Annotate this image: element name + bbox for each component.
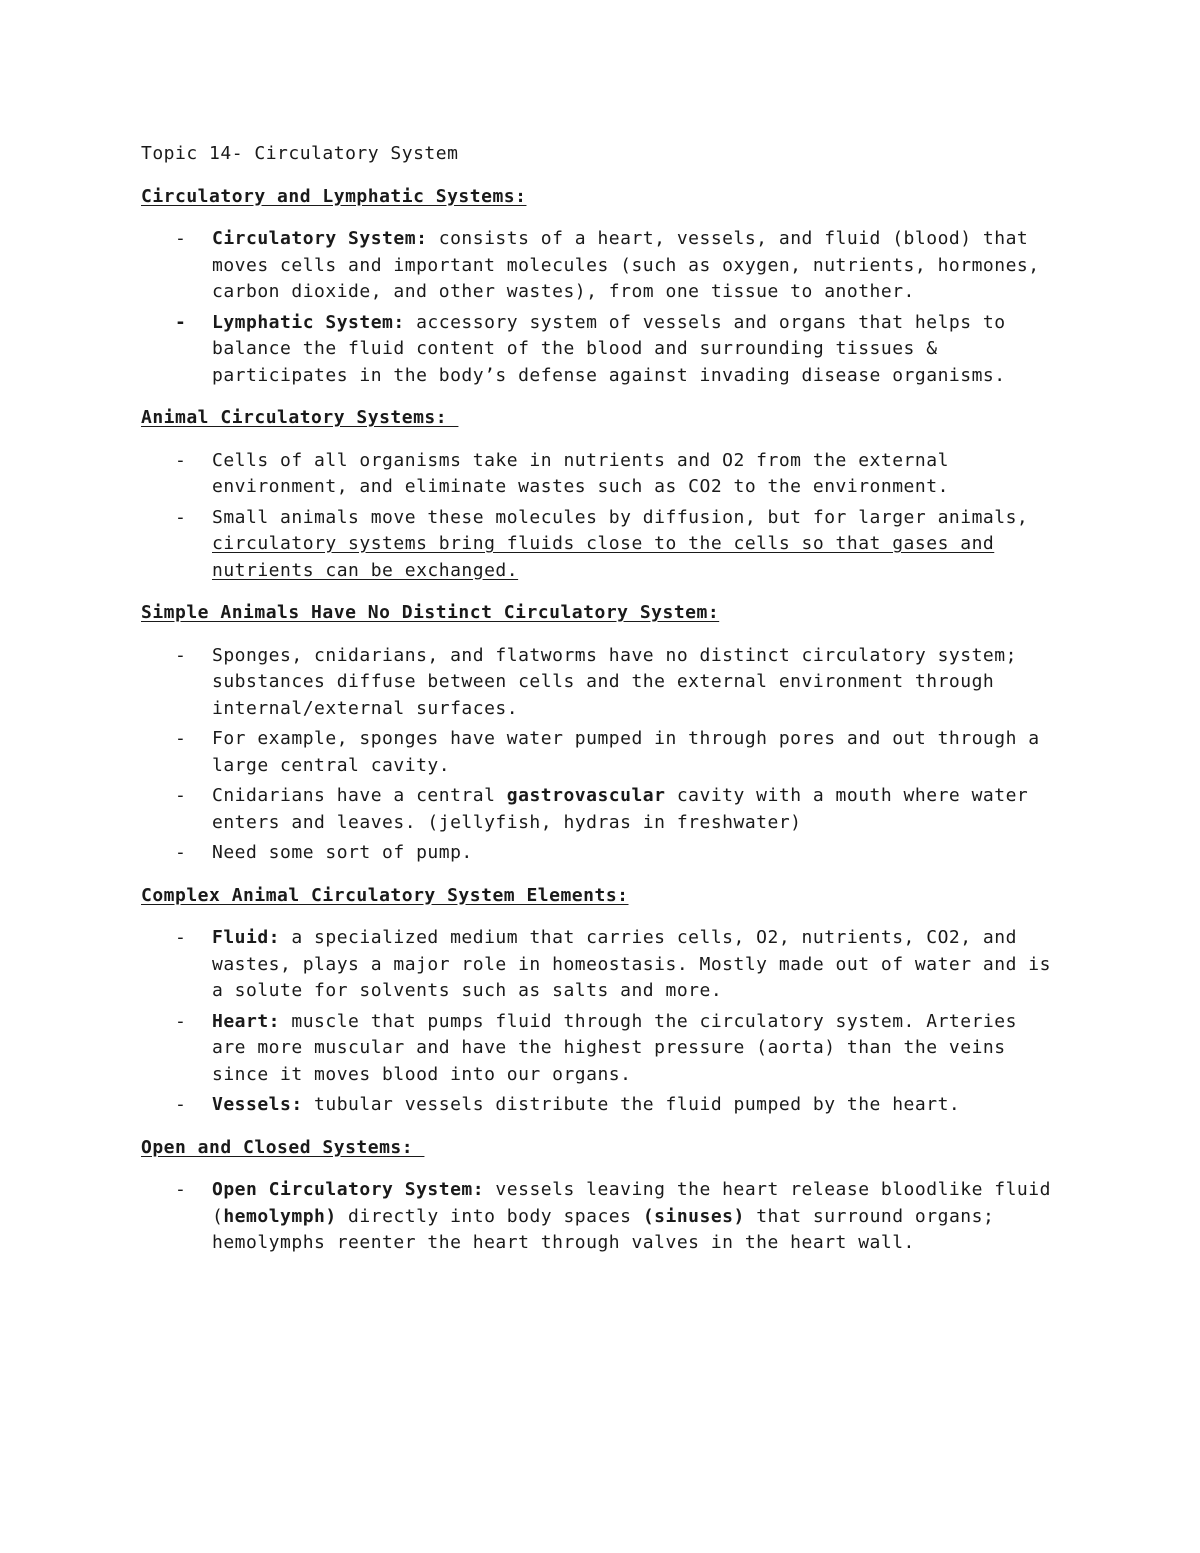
item-text: For example, sponges have water pumped in through pores and out through a large central cavity. [212,728,1040,776]
list-item [141,925,1061,1005]
bullet-dash: - [175,785,187,806]
bullet-list [141,226,1061,389]
bold-term: (sinuses) [642,1205,745,1227]
term: Open Circulatory System: [212,1179,485,1200]
bullet-list [141,643,1061,867]
item-text: Cnidarians have a central [212,785,507,806]
section-heading: Circulatory and Lymphatic Systems: [141,185,527,207]
item-text: accessory system of vessels and organs that helps to balance the fluid content of the blood and surrounding tissues & participates in the body’s defense against invading disease organisms. [212,311,1006,386]
item-text: consists of a heart, vessels, and fluid (blood) that moves cells and important molecules (such as oxygen, nutrients, hormones, carbon dioxide, and other wastes), from one tissue to another. [212,228,1040,302]
bullet-dash: - [175,842,187,863]
list-item [141,310,1061,390]
bullet-list [141,1177,1061,1257]
bullet-dash: - [175,311,187,333]
item-text: directly into body spaces [336,1205,643,1227]
bullet-dash: - [175,728,187,749]
list-item [141,726,1061,779]
item-text: Sponges, cnidarians, and flatworms have no distinct circulatory system; substances diffuse between cells and the external environment through internal/external surfaces. [212,644,1017,719]
item-text: Cells of all organisms take in nutrients and O2 from the external environment, and eliminate wastes such as CO2 to the environment. [212,449,949,497]
item-text: cavity with a mouth where water enters and leaves. (jellyfish, hydras in freshwater) [212,785,1029,833]
document-body [141,141,1061,1273]
bullet-dash: - [175,1094,187,1115]
bold-term: gastrovascular [506,785,666,806]
section-heading: Complex Animal Circulatory System Elements: [141,884,629,906]
underlined-text: circulatory systems bring fluids close to the cells so that gases and nutrients can be exchanged. [212,533,995,581]
bullet-dash: - [175,506,187,528]
term: Lymphatic System: [212,311,405,333]
item-text: vessels leaving the heart release bloodlike fluid ( [212,1179,1051,1227]
section-heading: Open and Closed Systems: [141,1136,425,1158]
term: Fluid: [212,927,281,948]
term: Circulatory System: [212,228,428,249]
section-heading: Simple Animals Have No Distinct Circulatory System: [141,602,720,623]
list-item [141,643,1061,723]
section-heading: Animal Circulatory Systems: [141,407,459,428]
bullet-dash: - [175,1179,187,1200]
item-text: tubular vessels distribute the fluid pumped by the heart. [302,1094,961,1115]
bullet-dash: - [175,449,187,471]
bullet-dash: - [175,644,187,666]
list-item [141,1092,1061,1119]
bullet-dash: - [175,927,187,948]
term: Heart: [212,1010,281,1032]
item-text: muscle that pumps fluid through the circulatory system. Arteries are more muscular and have the highest pressure (aorta) than the veins since it moves blood into our organs. [212,1010,1017,1085]
bullet-list [141,925,1061,1119]
list-item [141,1177,1061,1257]
page-title: Topic 14- Circulatory System [141,143,459,164]
item-text: Need some sort of pump. [212,842,473,863]
bullet-dash: - [175,1010,187,1032]
item-text: a specialized medium that carries cells, O2, nutrients, CO2, and wastes, plays a major role in homeostasis. Mostly made out of water and is a solute for solvents such as salts and more. [212,927,1051,1001]
item-text: Small animals move these molecules by diffusion, but for larger animals, [212,506,1029,528]
list-item [141,840,1061,867]
item-text: that surround organs; hemolymphs reenter the heart through valves in the heart wall. [212,1205,995,1253]
term: Vessels: [212,1094,303,1115]
list-item [141,226,1061,306]
bullet-dash: - [175,228,187,249]
list-item [141,505,1061,585]
bold-term: hemolymph) [223,1205,337,1227]
list-item [141,448,1061,501]
bullet-list [141,448,1061,585]
list-item [141,783,1061,836]
list-item [141,1009,1061,1089]
